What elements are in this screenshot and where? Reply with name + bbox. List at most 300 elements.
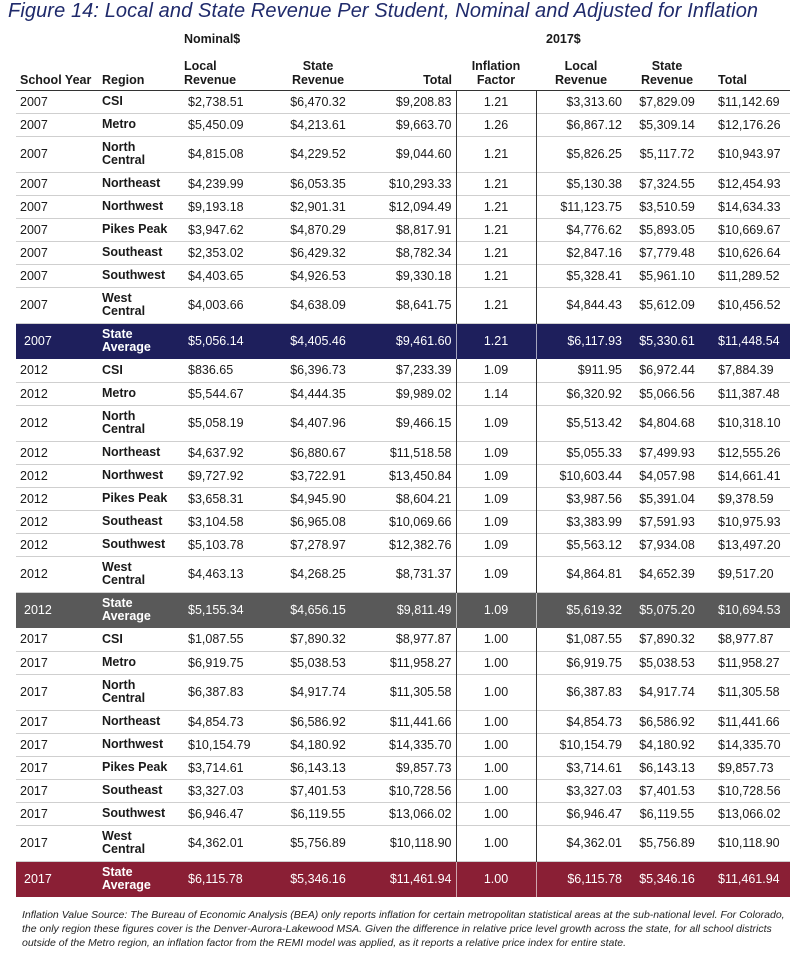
cell-adjusted-state: $5,117.72 xyxy=(639,147,695,161)
revenue-table xyxy=(16,28,790,897)
cell-region: Northwest xyxy=(102,199,164,213)
cell-adjusted-total: $11,958.27 xyxy=(718,655,780,670)
cell-region: Southeast xyxy=(102,514,163,528)
cell-inflation-factor: 1.00 xyxy=(456,825,536,861)
cell-nominal-state: $6,119.55 xyxy=(290,806,346,821)
cell-adjusted-local: $5,826.25 xyxy=(536,136,626,172)
cell-adjusted-state: $7,324.55 xyxy=(639,176,695,191)
cell-inflation-factor: 1.09 xyxy=(456,441,536,464)
cell-adjusted-state: $5,346.16 xyxy=(639,872,695,887)
cell-region: Metro xyxy=(102,655,137,669)
cell-year: 2017 xyxy=(24,872,52,887)
cell-region: State Average xyxy=(102,327,151,355)
cell-inflation-factor: 1.09 xyxy=(456,556,536,592)
cell-inflation-factor: 1.00 xyxy=(456,756,536,779)
cell-nominal-local: $5,103.78 xyxy=(188,537,244,552)
table-row xyxy=(16,218,790,241)
cell-year: 2012 xyxy=(20,386,48,401)
cell-adjusted-local: $1,087.55 xyxy=(536,628,626,651)
col-header-nominal-total: Total xyxy=(423,72,452,87)
cell-region: Pikes Peak xyxy=(102,760,168,774)
cell-year: 2017 xyxy=(20,760,48,775)
cell-region: Metro xyxy=(102,117,137,131)
cell-nominal-state: $6,143.13 xyxy=(290,760,346,775)
cell-adjusted-total: $10,318.10 xyxy=(718,416,781,430)
cell-nominal-local: $5,450.09 xyxy=(188,117,244,132)
table-row xyxy=(16,382,790,405)
cell-region: West Central xyxy=(102,291,146,318)
table-row xyxy=(16,287,790,323)
cell-year: 2012 xyxy=(20,537,48,552)
cell-nominal-total: $8,641.75 xyxy=(395,298,452,312)
cell-year: 2017 xyxy=(20,737,48,752)
cell-nominal-state: $6,429.32 xyxy=(290,245,346,260)
cell-nominal-state: $6,965.08 xyxy=(290,514,346,529)
cell-year: 2007 xyxy=(20,94,48,109)
cell-inflation-factor: 1.00 xyxy=(456,861,536,897)
cell-year: 2012 xyxy=(20,468,48,483)
cell-adjusted-local: $3,714.61 xyxy=(536,756,626,779)
cell-adjusted-total: $10,975.93 xyxy=(718,514,781,529)
col-header-adjusted-state: State Revenue xyxy=(640,58,694,87)
cell-adjusted-total: $11,441.66 xyxy=(718,714,780,729)
cell-adjusted-state: $7,934.08 xyxy=(639,537,695,552)
cell-nominal-state: $4,917.74 xyxy=(290,685,346,699)
cell-adjusted-total: $14,335.70 xyxy=(718,737,781,752)
cell-nominal-total: $13,066.02 xyxy=(388,806,452,821)
cell-nominal-local: $4,403.65 xyxy=(188,268,244,283)
cell-nominal-state: $4,926.53 xyxy=(290,268,346,283)
cell-adjusted-local: $6,117.93 xyxy=(536,323,626,359)
cell-nominal-state: $4,213.61 xyxy=(290,117,346,132)
cell-adjusted-local: $5,619.32 xyxy=(536,592,626,628)
cell-nominal-total: $11,305.58 xyxy=(389,685,452,699)
cell-nominal-total: $8,731.37 xyxy=(395,567,452,581)
cell-inflation-factor: 1.00 xyxy=(456,674,536,710)
cell-adjusted-state: $5,038.53 xyxy=(639,655,695,670)
cell-adjusted-total: $9,378.59 xyxy=(718,491,774,506)
cell-nominal-state: $7,278.97 xyxy=(290,537,346,552)
cell-inflation-factor: 1.21 xyxy=(456,136,536,172)
cell-adjusted-state: $4,180.92 xyxy=(639,737,695,752)
table-row xyxy=(16,464,790,487)
cell-nominal-local: $3,327.03 xyxy=(188,783,244,798)
cell-nominal-total: $9,811.49 xyxy=(396,603,452,618)
cell-adjusted-total: $10,943.97 xyxy=(718,147,781,161)
cell-adjusted-total: $10,728.56 xyxy=(718,783,781,798)
col-header-nominal-local: Local Revenue xyxy=(184,58,237,87)
cell-nominal-state: $6,586.92 xyxy=(290,714,346,729)
cell-adjusted-local: $10,603.44 xyxy=(536,464,626,487)
cell-region: Pikes Peak xyxy=(102,222,168,236)
cell-inflation-factor: 1.14 xyxy=(456,382,536,405)
cell-nominal-state: $6,880.67 xyxy=(290,445,346,460)
cell-inflation-factor: 1.09 xyxy=(456,359,536,382)
cell-adjusted-state: $6,586.92 xyxy=(639,714,695,729)
cell-nominal-total: $11,958.27 xyxy=(389,655,452,670)
cell-adjusted-state: $5,756.89 xyxy=(639,836,695,850)
cell-nominal-state: $4,407.96 xyxy=(290,416,346,430)
cell-adjusted-local: $4,776.62 xyxy=(536,218,626,241)
table-row xyxy=(16,628,790,651)
cell-nominal-total: $9,466.15 xyxy=(395,416,452,430)
cell-adjusted-total: $10,694.53 xyxy=(718,603,781,618)
group-header-row xyxy=(16,28,790,50)
cell-inflation-factor: 1.21 xyxy=(456,195,536,218)
cell-year: 2012 xyxy=(20,514,48,529)
table-row xyxy=(16,487,790,510)
cell-region: State Average xyxy=(102,865,151,893)
cell-nominal-state: $4,405.46 xyxy=(290,334,346,349)
cell-nominal-local: $1,087.55 xyxy=(188,632,244,647)
cell-region: North Central xyxy=(102,409,146,436)
cell-nominal-total: $10,069.66 xyxy=(388,514,452,529)
cell-year: 2017 xyxy=(20,783,48,798)
cell-adjusted-total: $12,454.93 xyxy=(718,176,781,191)
cell-adjusted-local: $3,987.56 xyxy=(536,487,626,510)
cell-nominal-total: $8,782.34 xyxy=(395,245,452,260)
state-average-row xyxy=(16,323,790,359)
cell-nominal-state: $6,396.73 xyxy=(290,363,346,378)
cell-adjusted-local: $911.95 xyxy=(536,359,626,382)
cell-year: 2007 xyxy=(20,222,48,237)
cell-nominal-local: $3,947.62 xyxy=(188,222,244,237)
cell-nominal-local: $2,353.02 xyxy=(188,245,244,260)
cell-nominal-total: $9,461.60 xyxy=(395,334,452,349)
state-average-row xyxy=(16,861,790,897)
cell-adjusted-state: $5,075.20 xyxy=(639,603,695,618)
group-header-adjusted: 2017$ xyxy=(546,32,581,46)
cell-adjusted-state: $7,401.53 xyxy=(639,783,695,798)
cell-nominal-state: $4,870.29 xyxy=(290,222,346,237)
cell-adjusted-total: $12,555.26 xyxy=(718,445,781,460)
column-header-row xyxy=(16,50,790,90)
cell-nominal-total: $11,441.66 xyxy=(389,714,452,729)
col-header-adjusted-total: Total xyxy=(718,72,747,87)
cell-inflation-factor: 1.00 xyxy=(456,779,536,802)
cell-adjusted-total: $13,497.20 xyxy=(718,537,781,552)
cell-nominal-local: $3,104.58 xyxy=(188,514,244,529)
cell-nominal-local: $4,362.01 xyxy=(188,836,244,850)
cell-year: 2012 xyxy=(24,603,52,618)
cell-nominal-local: $2,738.51 xyxy=(188,94,244,109)
cell-nominal-total: $10,293.33 xyxy=(388,176,452,191)
cell-adjusted-state: $7,779.48 xyxy=(639,245,695,260)
cell-adjusted-local: $6,867.12 xyxy=(536,113,626,136)
cell-adjusted-state: $6,119.55 xyxy=(639,806,695,821)
cell-nominal-total: $7,233.39 xyxy=(395,363,452,378)
cell-adjusted-local: $6,320.92 xyxy=(536,382,626,405)
cell-nominal-local: $6,946.47 xyxy=(188,806,244,821)
cell-nominal-total: $9,663.70 xyxy=(395,117,452,132)
table-row xyxy=(16,510,790,533)
cell-nominal-state: $4,656.15 xyxy=(290,603,346,618)
cell-region: State Average xyxy=(102,596,151,624)
cell-adjusted-local: $3,327.03 xyxy=(536,779,626,802)
cell-nominal-state: $4,268.25 xyxy=(290,567,346,581)
cell-adjusted-total: $8,977.87 xyxy=(718,632,774,647)
cell-year: 2017 xyxy=(20,685,48,699)
cell-nominal-local: $4,239.99 xyxy=(188,176,244,191)
cell-adjusted-local: $5,513.42 xyxy=(536,405,626,441)
cell-adjusted-total: $10,626.64 xyxy=(718,245,781,260)
cell-region: Northwest xyxy=(102,737,164,751)
cell-adjusted-state: $5,612.09 xyxy=(639,298,695,312)
cell-nominal-state: $2,901.31 xyxy=(290,199,346,214)
cell-adjusted-state: $6,143.13 xyxy=(639,760,695,775)
cell-adjusted-local: $6,387.83 xyxy=(536,674,626,710)
footnote: Inflation Value Source: The Bureau of Economic Analysis (BEA) only reports inflation for certain metropolitan statistical areas at the sub-national level. For Colorado, the only region these figures cover is the Denver-Aurora-Lakewood MSA. Given the difference in relative price level growth across the state, for all school districts outside of the Metro region, an inflation factor from the REMI model was applied, as it reports a relative price index for entire state. xyxy=(22,909,785,949)
cell-region: West Central xyxy=(102,560,146,587)
table-row xyxy=(16,195,790,218)
table-row xyxy=(16,359,790,382)
cell-nominal-state: $4,945.90 xyxy=(290,491,346,506)
cell-adjusted-total: $13,066.02 xyxy=(718,806,781,821)
col-header-year: School Year xyxy=(20,72,92,87)
cell-nominal-local: $3,658.31 xyxy=(188,491,244,506)
cell-year: 2007 xyxy=(20,117,48,132)
cell-inflation-factor: 1.00 xyxy=(456,733,536,756)
cell-inflation-factor: 1.00 xyxy=(456,710,536,733)
cell-nominal-state: $7,401.53 xyxy=(290,783,346,798)
cell-region: CSI xyxy=(102,362,123,377)
cell-adjusted-state: $6,972.44 xyxy=(639,363,695,378)
cell-adjusted-total: $12,176.26 xyxy=(718,117,781,132)
cell-inflation-factor: 1.00 xyxy=(456,628,536,651)
cell-region: Pikes Peak xyxy=(102,491,168,505)
cell-inflation-factor: 1.21 xyxy=(456,90,536,113)
cell-nominal-state: $7,890.32 xyxy=(290,632,346,647)
cell-region: CSI xyxy=(102,94,123,108)
cell-nominal-local: $4,003.66 xyxy=(188,298,244,312)
cell-region: West Central xyxy=(102,829,146,856)
cell-nominal-state: $6,470.32 xyxy=(290,94,346,109)
cell-adjusted-local: $4,864.81 xyxy=(536,556,626,592)
table-row xyxy=(16,90,790,113)
cell-nominal-total: $13,450.84 xyxy=(388,468,452,483)
col-header-inflation-factor: Inflation Factor xyxy=(471,58,521,87)
cell-adjusted-total: $9,517.20 xyxy=(718,567,774,581)
cell-adjusted-state: $7,591.93 xyxy=(639,514,695,529)
cell-nominal-total: $9,857.73 xyxy=(395,760,452,775)
cell-adjusted-state: $5,961.10 xyxy=(639,268,695,283)
cell-adjusted-state: $7,890.32 xyxy=(639,632,695,647)
cell-adjusted-total: $7,884.39 xyxy=(718,363,774,378)
cell-nominal-total: $8,604.21 xyxy=(395,491,452,506)
table-row xyxy=(16,556,790,592)
cell-nominal-total: $8,817.91 xyxy=(395,222,452,237)
cell-year: 2007 xyxy=(20,268,48,283)
cell-region: Northwest xyxy=(102,468,164,482)
cell-nominal-local: $10,154.79 xyxy=(188,737,251,752)
cell-nominal-state: $4,229.52 xyxy=(290,147,346,161)
cell-adjusted-local: $4,854.73 xyxy=(536,710,626,733)
table-row xyxy=(16,172,790,195)
cell-region: Southwest xyxy=(102,537,166,551)
cell-region: Northeast xyxy=(102,714,161,728)
cell-nominal-local: $5,155.34 xyxy=(188,603,244,618)
cell-year: 2012 xyxy=(20,491,48,506)
cell-adjusted-total: $10,456.52 xyxy=(718,298,781,312)
cell-adjusted-total: $9,857.73 xyxy=(718,760,774,775)
cell-adjusted-total: $11,305.58 xyxy=(718,685,780,699)
table-row xyxy=(16,674,790,710)
cell-inflation-factor: 1.26 xyxy=(456,113,536,136)
cell-adjusted-state: $7,829.09 xyxy=(639,94,695,109)
cell-nominal-total: $9,989.02 xyxy=(395,386,452,401)
cell-inflation-factor: 1.09 xyxy=(456,464,536,487)
cell-nominal-local: $5,058.19 xyxy=(188,416,244,430)
cell-adjusted-state: $5,893.05 xyxy=(639,222,695,237)
cell-nominal-state: $5,346.16 xyxy=(290,872,346,887)
cell-adjusted-state: $4,804.68 xyxy=(639,416,695,430)
cell-nominal-local: $9,727.92 xyxy=(188,468,244,483)
cell-adjusted-state: $5,066.56 xyxy=(639,386,695,401)
cell-inflation-factor: 1.09 xyxy=(456,487,536,510)
cell-nominal-local: $6,919.75 xyxy=(188,655,244,670)
cell-region: Northeast xyxy=(102,445,161,459)
cell-year: 2017 xyxy=(20,714,48,729)
table-row xyxy=(16,802,790,825)
cell-adjusted-total: $11,142.69 xyxy=(718,94,780,109)
cell-nominal-state: $3,722.91 xyxy=(290,468,346,483)
cell-region: North Central xyxy=(102,140,146,167)
cell-nominal-local: $6,115.78 xyxy=(188,872,243,887)
cell-year: 2007 xyxy=(24,334,52,349)
cell-inflation-factor: 1.21 xyxy=(456,264,536,287)
cell-adjusted-local: $4,844.43 xyxy=(536,287,626,323)
cell-adjusted-total: $11,289.52 xyxy=(718,268,780,283)
state-average-row xyxy=(16,592,790,628)
cell-nominal-local: $6,387.83 xyxy=(188,685,244,699)
cell-nominal-state: $4,180.92 xyxy=(290,737,346,752)
cell-region: Metro xyxy=(102,386,137,400)
table-row xyxy=(16,264,790,287)
table-row xyxy=(16,136,790,172)
cell-adjusted-total: $10,669.67 xyxy=(718,222,781,237)
table-row xyxy=(16,113,790,136)
cell-year: 2012 xyxy=(20,567,48,581)
cell-nominal-total: $9,044.60 xyxy=(395,147,452,161)
cell-adjusted-local: $6,919.75 xyxy=(536,651,626,674)
col-header-adjusted-local: Local Revenue xyxy=(554,58,608,87)
cell-adjusted-total: $11,387.48 xyxy=(718,386,780,401)
cell-adjusted-local: $5,130.38 xyxy=(536,172,626,195)
cell-adjusted-total: $11,448.54 xyxy=(718,334,780,349)
cell-year: 2012 xyxy=(20,445,48,460)
col-header-region: Region xyxy=(102,72,145,87)
cell-adjusted-local: $4,362.01 xyxy=(536,825,626,861)
cell-inflation-factor: 1.09 xyxy=(456,592,536,628)
cell-nominal-local: $4,854.73 xyxy=(188,714,244,729)
cell-nominal-local: $4,815.08 xyxy=(188,147,244,161)
cell-inflation-factor: 1.21 xyxy=(456,172,536,195)
cell-adjusted-state: $5,309.14 xyxy=(639,117,695,132)
cell-adjusted-state: $3,510.59 xyxy=(639,199,695,214)
cell-nominal-total: $11,518.58 xyxy=(389,445,452,460)
cell-adjusted-local: $2,847.16 xyxy=(536,241,626,264)
cell-region: Southwest xyxy=(102,806,166,820)
cell-region: Southeast xyxy=(102,245,163,259)
cell-region: CSI xyxy=(102,631,123,646)
cell-nominal-local: $5,544.67 xyxy=(188,386,244,401)
cell-region: Southeast xyxy=(102,783,163,797)
cell-nominal-total: $10,118.90 xyxy=(389,836,452,850)
table-row xyxy=(16,756,790,779)
cell-inflation-factor: 1.09 xyxy=(456,405,536,441)
cell-year: 2012 xyxy=(20,416,48,430)
cell-inflation-factor: 1.09 xyxy=(456,510,536,533)
cell-nominal-state: $5,756.89 xyxy=(290,836,346,850)
table-row xyxy=(16,651,790,674)
table-row xyxy=(16,825,790,861)
cell-nominal-total: $9,330.18 xyxy=(395,268,452,283)
cell-year: 2007 xyxy=(20,245,48,260)
cell-nominal-total: $11,461.94 xyxy=(389,872,452,887)
cell-adjusted-state: $4,057.98 xyxy=(639,468,695,483)
cell-nominal-total: $10,728.56 xyxy=(388,783,452,798)
cell-adjusted-state: $7,499.93 xyxy=(639,445,695,460)
figure-title: Figure 14: Local and State Revenue Per Student, Nominal and Adjusted for Inflation xyxy=(8,0,759,22)
cell-nominal-total: $12,382.76 xyxy=(388,537,452,552)
cell-year: 2017 xyxy=(20,632,48,647)
cell-adjusted-local: $5,055.33 xyxy=(536,441,626,464)
cell-inflation-factor: 1.21 xyxy=(456,218,536,241)
cell-nominal-local: $4,637.92 xyxy=(188,445,244,460)
cell-nominal-local: $5,056.14 xyxy=(188,334,244,349)
cell-region: Southwest xyxy=(102,268,166,282)
cell-nominal-state: $6,053.35 xyxy=(290,176,346,191)
cell-year: 2012 xyxy=(20,363,48,378)
cell-adjusted-local: $3,313.60 xyxy=(536,90,626,113)
cell-adjusted-total: $10,118.90 xyxy=(718,836,780,850)
cell-adjusted-state: $5,330.61 xyxy=(639,334,695,349)
group-header-nominal: Nominal$ xyxy=(184,32,241,46)
cell-nominal-total: $14,335.70 xyxy=(388,737,452,752)
cell-year: 2017 xyxy=(20,836,48,850)
cell-year: 2007 xyxy=(20,147,48,161)
cell-adjusted-local: $6,946.47 xyxy=(536,802,626,825)
cell-nominal-total: $8,977.87 xyxy=(395,632,452,647)
cell-adjusted-local: $5,563.12 xyxy=(536,533,626,556)
table-row xyxy=(16,733,790,756)
table-row xyxy=(16,779,790,802)
cell-year: 2017 xyxy=(20,806,48,821)
cell-adjusted-state: $4,917.74 xyxy=(639,685,695,699)
cell-year: 2007 xyxy=(20,176,48,191)
cell-adjusted-total: $11,461.94 xyxy=(718,872,780,887)
cell-adjusted-state: $4,652.39 xyxy=(639,567,695,581)
cell-nominal-state: $4,444.35 xyxy=(290,386,346,401)
cell-adjusted-local: $6,115.78 xyxy=(536,861,626,897)
cell-region: Northeast xyxy=(102,176,161,190)
cell-nominal-total: $12,094.49 xyxy=(388,199,452,214)
cell-nominal-state: $5,038.53 xyxy=(290,655,346,670)
cell-nominal-local: $4,463.13 xyxy=(188,567,244,581)
cell-inflation-factor: 1.09 xyxy=(456,533,536,556)
cell-adjusted-local: $11,123.75 xyxy=(536,195,626,218)
cell-nominal-state: $4,638.09 xyxy=(290,298,346,312)
cell-inflation-factor: 1.00 xyxy=(456,802,536,825)
cell-inflation-factor: 1.00 xyxy=(456,651,536,674)
cell-nominal-local: $3,714.61 xyxy=(188,760,244,775)
table-row xyxy=(16,241,790,264)
cell-year: 2007 xyxy=(20,298,48,312)
table-row xyxy=(16,405,790,441)
cell-adjusted-local: $5,328.41 xyxy=(536,264,626,287)
cell-adjusted-local: $3,383.99 xyxy=(536,510,626,533)
cell-nominal-total: $9,208.83 xyxy=(395,94,452,109)
